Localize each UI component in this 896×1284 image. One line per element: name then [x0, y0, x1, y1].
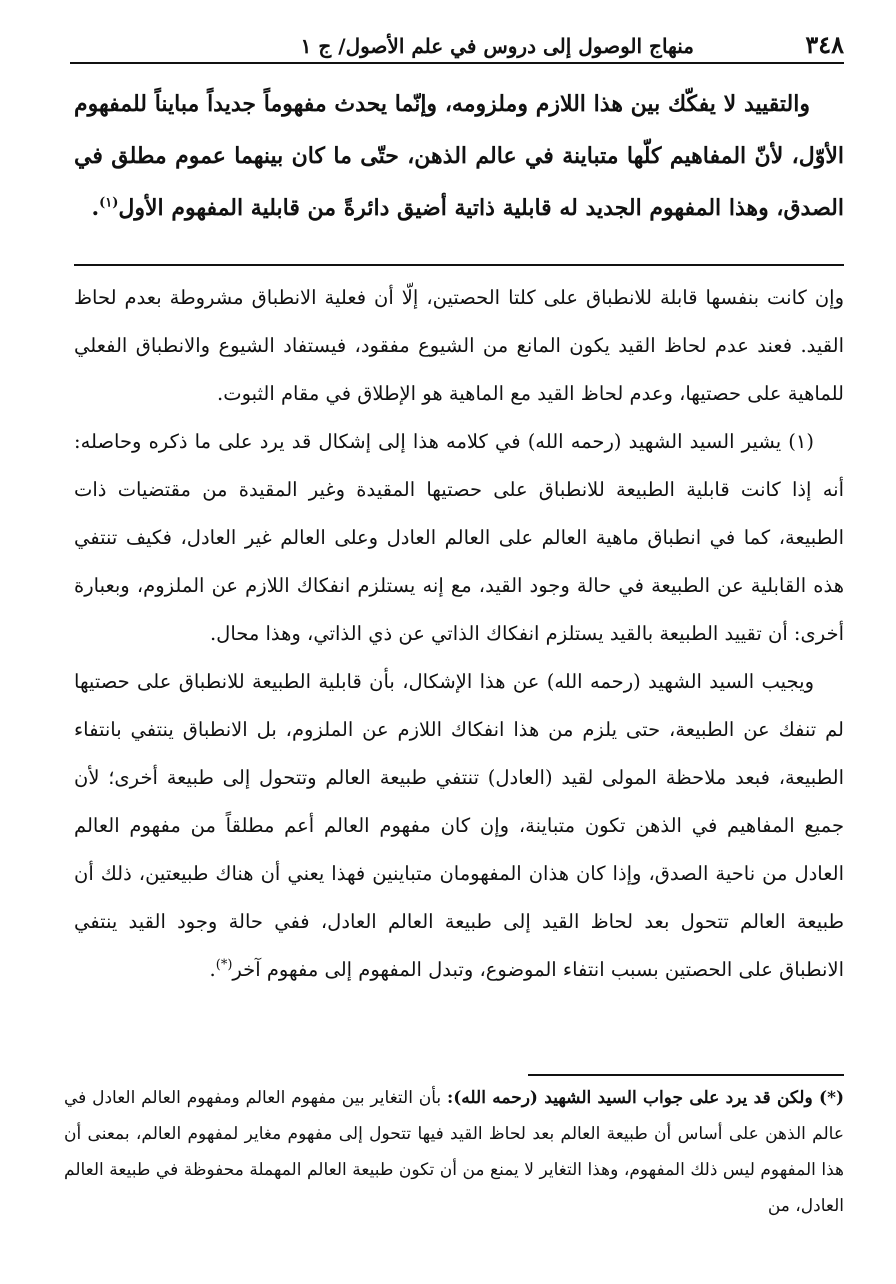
footnote-reference-star: (*)	[215, 957, 233, 973]
book-title: منهاج الوصول إلى دروس في علم الأصول/ ج ١	[300, 34, 694, 58]
footnote-divider	[528, 1074, 844, 1076]
footnote-paragraph	[64, 1080, 844, 1224]
footnote-reference: (١)	[99, 195, 119, 211]
bold-paragraph-end: .	[91, 195, 100, 221]
footnote-text: بأن التغاير بين مفهوم العالم ومفهوم العالم العادل في عالم الذهن على أساس أن طبيعة العالم بعد لحاظ القيد فيها تتحول إلى مفهوم مغاير لمفهوم العالم، بمعنى أن هذا المفهوم ليس ذلك المفهوم، وهذا التغاير لا يمنع من أن تكون طبيعة العالم المهملة محفوظة في طبيعة العالم العادل، من	[64, 1088, 844, 1216]
bold-paragraph-text: والتقييد لا يفكّك بين هذا اللازم وملزومه، وإنّما يحدث مفهوماً جديداً مبايناً للمفهوم الأوّل، لأنّ المفاهيم كلّها متباينة في عالم الذهن، حتّى ما كان بينهما عموم مطلق في الصدق، وهذا المفهوم الجديد له قابلية ذاتية أضيق دائرةً من قابلية المفهوم الأول	[74, 91, 844, 221]
paragraph-answer-end: .	[209, 958, 216, 981]
paragraph-answer-text: ويجيب السيد الشهيد (رحمه الله) عن هذا الإشكال، بأن قابلية الطبيعة للانطباق على حصتيها لم تنفك عن الطبيعة، حتى يلزم من هذا انفكاك اللازم عن الملزوم، بل الانطباق ينتفي بانتفاء الطبيعة، فبعد ملاحظة المولى لقيد (العادل) تنتفي طبيعة العالم وتتحول إلى طبيعة أخرى؛ لأن جميع المفاهيم في الذهن تكون متباينة، وإن كان مفهوم العالم أعم مطلقاً من مفهوم العالم العادل من ناحية الصدق، وإذا كان هذان المفهومان متباينين فهذا يعني أن هناك طبيعتين، ذلك أن طبيعة العالم تتحول بعد لحاظ القيد إلى طبيعة العالم العادل، ففي حالة وجود القيد ينتفي الانطباق على الحصتين بسبب انتفاء الموضوع، وتبدل المفهوم إلى مفهوم آخر	[74, 670, 844, 981]
header-rule	[70, 62, 844, 64]
footnote-block	[64, 1080, 844, 1224]
paragraph-continuation: وإن كانت بنفسها قابلة للانطباق على كلتا الحصتين، إلّا أن فعلية الانطباق مشروطة بعدم لحاظ القيد. فعند عدم لحاظ القيد يكون المانع من الشيوع مفقود، فيستفاد الشيوع والانطباق الفعلي للماهية على حصتيها، وعدم لحاظ القيد مع الماهية هو الإطلاق في مقام الثبوت.	[74, 286, 844, 405]
bold-paragraph	[74, 78, 844, 234]
main-text-block	[74, 274, 844, 994]
paragraph-objection: (١) يشير السيد الشهيد (رحمه الله) في كلامه هذا إلى إشكال قد يرد على ما ذكره وحاصله: أنه إذا كانت قابلية الطبيعة للانطباق على حصتيها المقيدة وغير المقيدة من مقتضيات ذات الطبيعة، كما في انطباق ماهية العالم على العالم العادل وعلى العالم غير العادل، فكيف تنتفي هذه القابلية عن الطبيعة في حالة وجود القيد، مع إنه يستلزم انفكاك اللازم عن الملزوم، وبعبارة أخرى: أن تقييد الطبيعة بالقيد يستلزم انفكاك الذاتي عن ذي الذاتي، وهذا محال.	[74, 430, 844, 645]
footnote-lead: (*) ولكن قد يرد على جواب السيد الشهيد (رحمه الله):	[446, 1088, 845, 1108]
bold-paragraph-block	[74, 78, 844, 234]
section-divider	[74, 264, 844, 266]
paragraph-answer	[74, 658, 844, 994]
page-number: ٣٤٨	[805, 30, 844, 59]
page-header	[70, 28, 844, 62]
